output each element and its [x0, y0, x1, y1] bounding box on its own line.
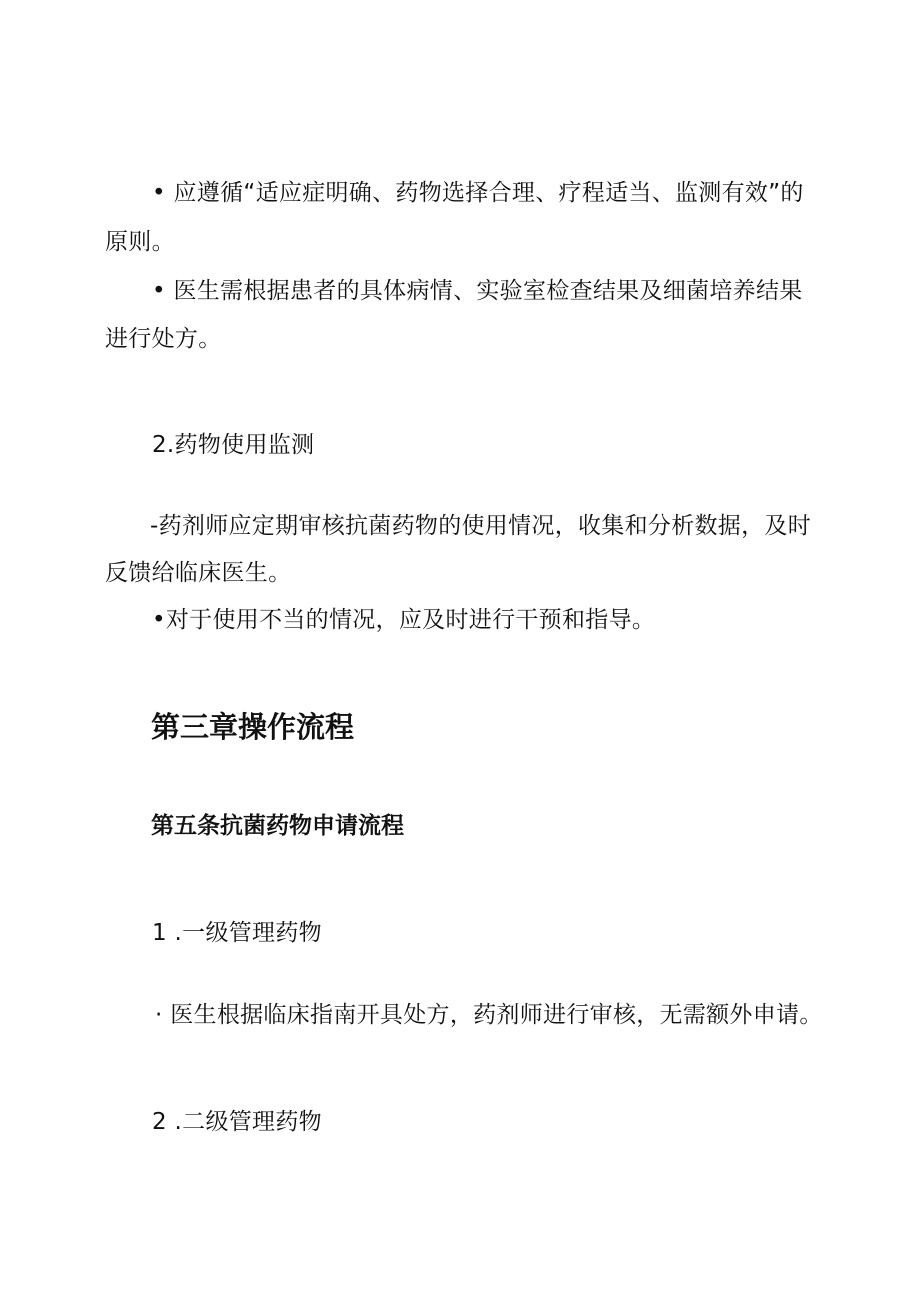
bullet-adherence-principle-line1: • 应遵循“适应症明确、药物选择合理、疗程适当、监测有效”的: [152, 180, 804, 206]
chapter-title: 第三章操作流程: [151, 710, 355, 744]
heading-level2-drugs: 2 .二级管理药物: [152, 1109, 322, 1135]
bullet-adherence-principle-line2: 原则。: [105, 229, 175, 255]
bullet-prescription-basis-line1: • 医生需根据患者的具体病情、实验室检查结果及细菌培养结果: [152, 278, 803, 304]
heading-level1-drugs: 1 .一级管理药物: [152, 920, 322, 946]
item-improper-use-intervention: •对于使用不当的情况，应及时进行干预和指导。: [152, 607, 656, 633]
item-level1-prescription: · 医生根据临床指南开具处方，药剂师进行审核，无需额外申请。: [155, 1002, 823, 1028]
bullet-prescription-basis-line2: 进行处方。: [105, 326, 222, 352]
article-title: 第五条抗菌药物申请流程: [151, 813, 404, 839]
item-pharmacist-review-line2: 反馈给临床医生。: [105, 560, 292, 586]
item-pharmacist-review-line1: -药剂师应定期审核抗菌药物的使用情况，收集和分析数据，及时: [150, 513, 811, 539]
section-heading-drug-monitoring: 2.药物使用监测: [152, 432, 315, 458]
